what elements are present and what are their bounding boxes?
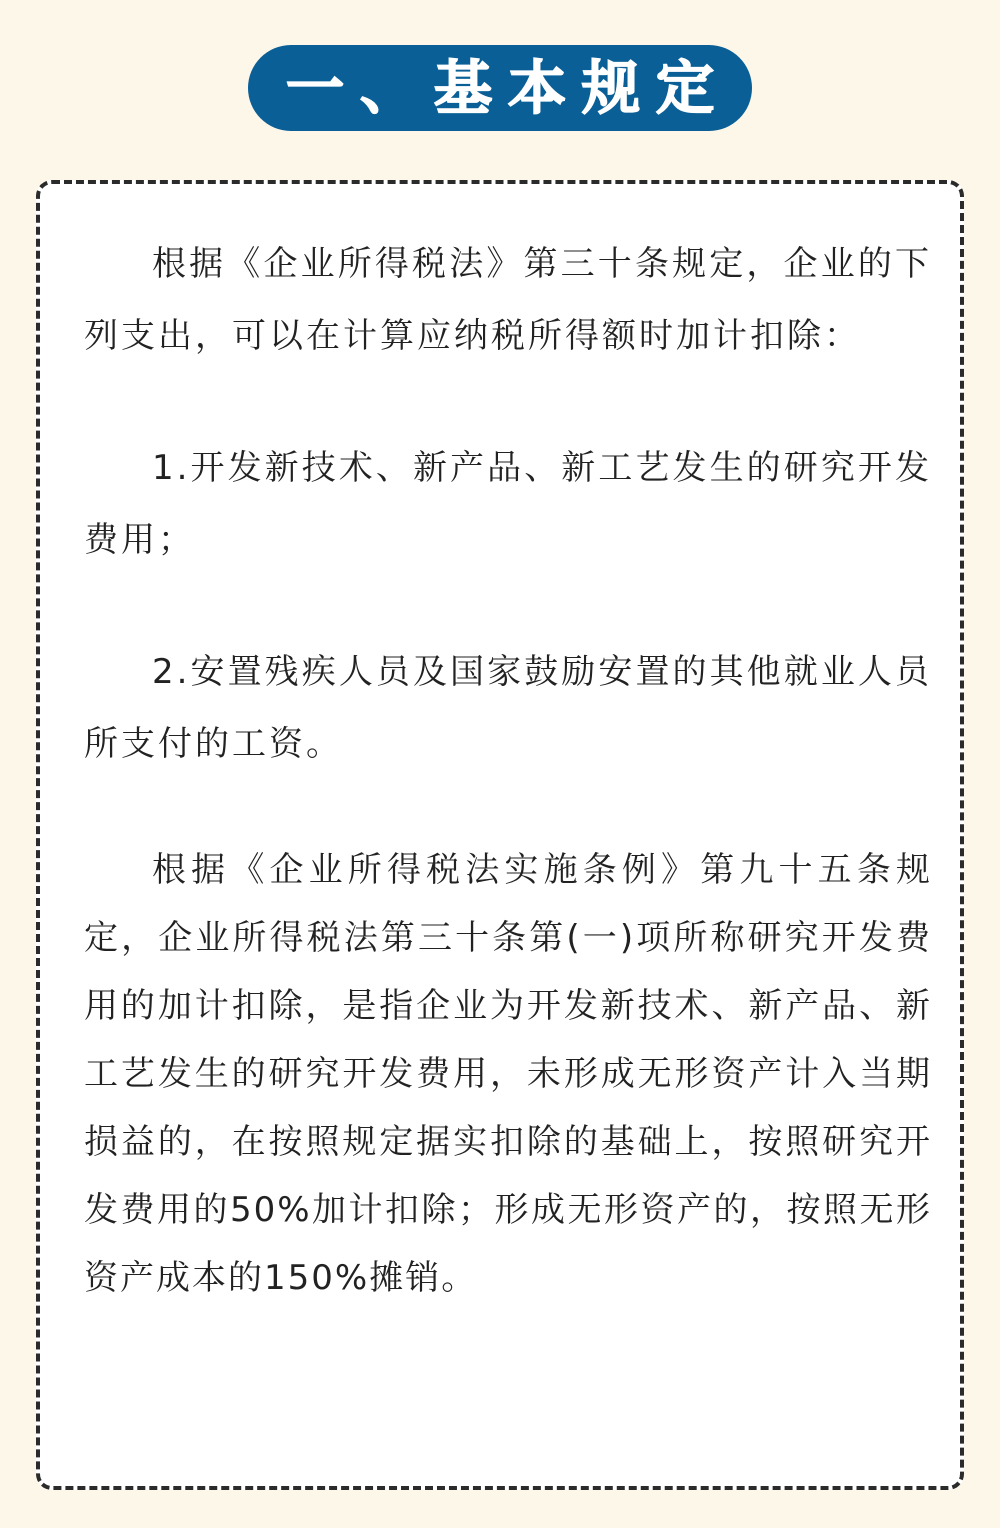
content-panel: [36, 180, 964, 1490]
paragraph-law-article-30: 根据《企业所得税法》第三十条规定，企业的下列支出，可以在计算应纳税所得额时加计扣除：: [84, 244, 932, 356]
text-area: [84, 228, 932, 1312]
paragraph-item-1: 1.开发新技术、新产品、新工艺发生的研究开发费用；: [84, 448, 932, 560]
section-title: 一、基本规定: [285, 54, 730, 122]
paragraph-item-2: 2.安置残疾人员及国家鼓励安置的其他就业人员所支付的工资。: [84, 652, 932, 764]
paragraph-regulation-article-95: 根据《企业所得税法实施条例》第九十五条规定，企业所得税法第三十条第(一)项所称研究开发费用的加计扣除，是指企业为开发新技术、新产品、新工艺发生的研究开发费用，未形成无形资产计入当期损益的，在按照规定据实扣除的基础上，按照研究开发费用的50%加计扣除；形成无形资产的，按照无形资产成本的150%摊销。: [84, 850, 932, 1298]
section-title-banner: [248, 45, 752, 131]
